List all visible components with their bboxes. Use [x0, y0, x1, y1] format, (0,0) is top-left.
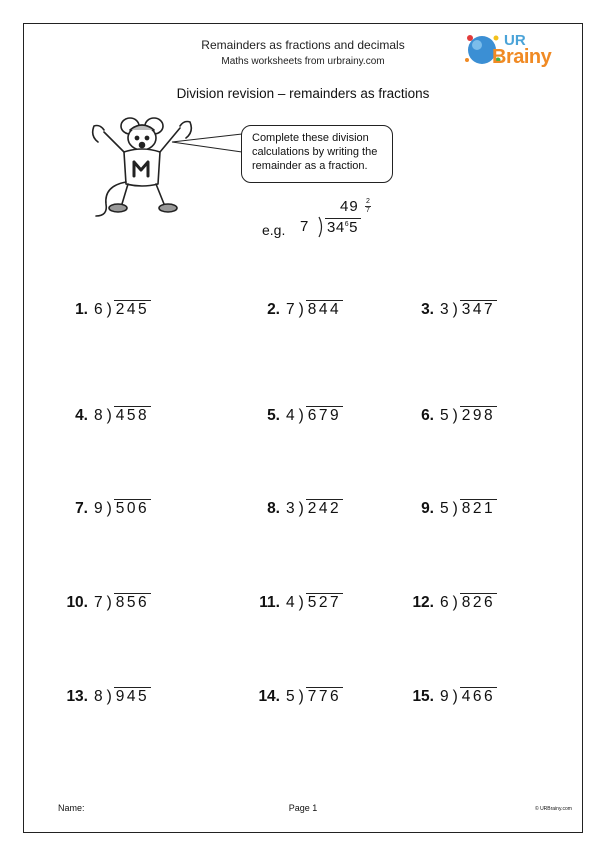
division-problem [62, 499, 151, 523]
example-label: e.g. [262, 222, 286, 238]
logo-brainy-text: Brainy [492, 46, 552, 68]
problem-divisor: 7 [94, 594, 103, 611]
worksheet-title: Division revision – remainders as fractions [176, 86, 430, 101]
problem-dividend[interactable]: 821 [461, 500, 496, 517]
footer-copyright: © URBrainy.com [535, 806, 572, 812]
example-quotient: 49 [340, 198, 359, 215]
example-division-bracket [317, 216, 325, 238]
problem-number: 10. [66, 594, 88, 611]
problem-number: 12. [412, 594, 434, 611]
division-problem [252, 687, 343, 711]
header-title: Remainders as fractions and decimals [201, 38, 405, 52]
division-problem [412, 499, 497, 523]
division-problem [62, 406, 151, 430]
problem-dividend[interactable]: 679 [307, 407, 342, 424]
example-divisor: 7 [300, 218, 309, 235]
division-problem [252, 499, 343, 523]
worked-example [262, 198, 382, 244]
problem-divisor: 9 [440, 688, 449, 705]
problem-number: 13. [66, 688, 88, 705]
division-bracket: ) [298, 500, 304, 517]
division-bracket: ) [452, 407, 458, 424]
problem-number: 15. [412, 688, 434, 705]
division-bracket: ) [106, 500, 112, 517]
example-frac-numerator: 2 [366, 198, 370, 205]
problem-dividend[interactable]: 527 [307, 594, 342, 611]
footer-page-number: Page 1 [288, 803, 318, 813]
division-problem [252, 593, 343, 617]
urbrainy-logo [462, 30, 562, 72]
division-bracket: ) [452, 688, 458, 705]
problem-dividend[interactable]: 844 [307, 301, 342, 318]
problem-dividend[interactable]: 245 [115, 301, 150, 318]
problem-divisor: 7 [286, 301, 295, 318]
problem-divisor: 3 [440, 301, 449, 318]
problem-divisor: 8 [94, 407, 103, 424]
division-bracket: ) [452, 500, 458, 517]
problem-divisor: 6 [94, 301, 103, 318]
example-frac-denominator: 7 [366, 207, 370, 214]
problem-dividend[interactable]: 826 [461, 594, 496, 611]
division-bracket: ) [452, 301, 458, 318]
instructions-bubble [241, 125, 393, 183]
example-fraction [365, 198, 371, 215]
division-bracket: ) [298, 407, 304, 424]
problem-divisor: 4 [286, 407, 295, 424]
speech-bubble-tail [170, 128, 250, 168]
problem-number: 4. [75, 407, 88, 424]
division-bracket: ) [106, 407, 112, 424]
problem-divisor: 9 [94, 500, 103, 517]
problem-number: 14. [258, 688, 280, 705]
example-dividend [325, 218, 361, 236]
problem-number: 7. [75, 500, 88, 517]
instructions-text: Complete these division calculations by writing the remainder as a fraction. [252, 132, 378, 172]
division-bracket: ) [452, 594, 458, 611]
division-problem [412, 300, 497, 324]
footer-name-label: Name: [58, 803, 85, 813]
division-problem [62, 300, 151, 324]
problem-divisor: 6 [440, 594, 449, 611]
division-bracket: ) [298, 301, 304, 318]
problem-divisor: 5 [440, 407, 449, 424]
division-bracket: ) [298, 594, 304, 611]
problem-number: 3. [421, 301, 434, 318]
division-problem [62, 593, 151, 617]
problem-divisor: 5 [286, 688, 295, 705]
problem-dividend[interactable]: 506 [115, 500, 150, 517]
problem-divisor: 4 [286, 594, 295, 611]
division-problem [62, 687, 151, 711]
problem-number: 6. [421, 407, 434, 424]
problem-number: 11. [259, 594, 280, 611]
problem-dividend[interactable]: 466 [461, 688, 496, 705]
problem-number: 1. [75, 301, 88, 318]
problem-number: 2. [267, 301, 280, 318]
example-carry: 6 [344, 221, 350, 228]
example-dividend-part-b: 5 [349, 219, 358, 236]
problem-dividend[interactable]: 776 [307, 688, 342, 705]
division-problem [412, 593, 497, 617]
problem-divisor: 3 [286, 500, 295, 517]
division-bracket: ) [106, 301, 112, 318]
problem-number: 9. [421, 500, 434, 517]
problem-dividend[interactable]: 242 [307, 500, 342, 517]
problem-dividend[interactable]: 945 [115, 688, 150, 705]
problem-dividend[interactable]: 347 [461, 301, 496, 318]
division-problem [252, 406, 343, 430]
division-problem [412, 687, 497, 711]
problem-divisor: 8 [94, 688, 103, 705]
header-subtitle: Maths worksheets from urbrainy.com [221, 56, 385, 67]
division-problem [252, 300, 343, 324]
problem-divisor: 5 [440, 500, 449, 517]
division-bracket: ) [106, 594, 112, 611]
problem-number: 5. [267, 407, 280, 424]
problem-number: 8. [267, 500, 280, 517]
logo-ur-text: UR [504, 32, 526, 49]
example-dividend-part-a: 34 [327, 219, 345, 236]
problem-dividend[interactable]: 298 [461, 407, 496, 424]
division-problem [412, 406, 497, 430]
division-bracket: ) [106, 688, 112, 705]
division-bracket: ) [298, 688, 304, 705]
problem-dividend[interactable]: 458 [115, 407, 150, 424]
problem-dividend[interactable]: 856 [115, 594, 150, 611]
